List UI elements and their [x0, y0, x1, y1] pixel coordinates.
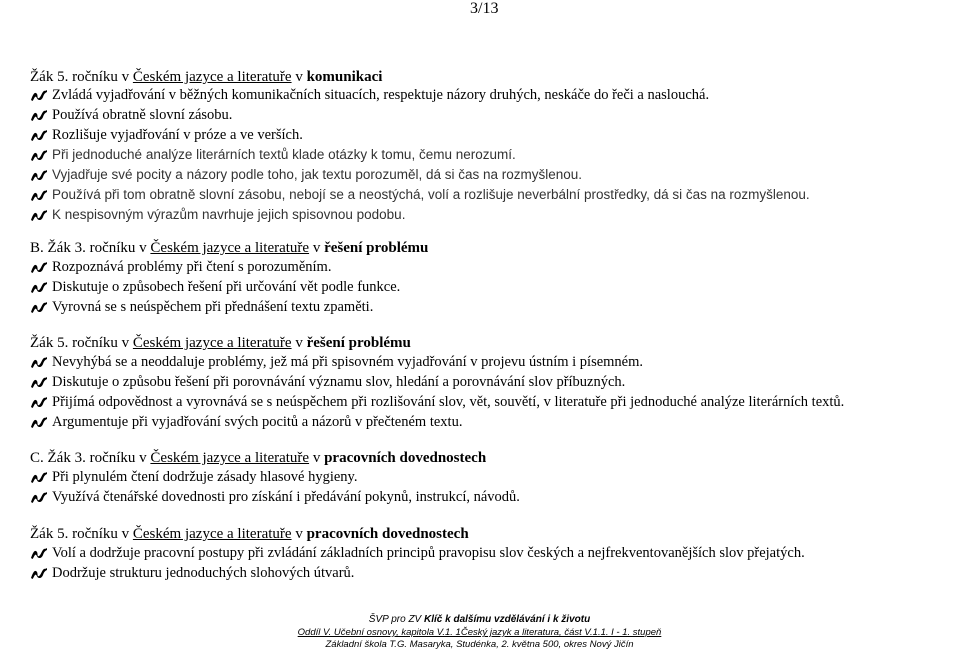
footer-line-3: Základní škola T.G. Masaryka, Studénka, 2. května 500, okres Nový Jičín — [325, 639, 634, 650]
heading-prefix: Žák 5. ročníku v — [30, 526, 133, 542]
pen-bullet-icon — [30, 148, 48, 162]
list-item: Diskutuje o způsobech řešení při určování vět podle funkce. — [52, 279, 401, 295]
pen-bullet-icon — [30, 280, 48, 294]
list-item: Při jednoduché analýze literárních textů klade otázky k tomu, čemu nerozumí. — [52, 147, 516, 162]
list-item: Rozpoznává problémy při čtení s porozuměním. — [52, 259, 332, 275]
list-item: Vyrovná se s neúspěchem při přednášení textu zpaměti. — [52, 299, 374, 315]
pen-bullet-icon — [30, 490, 48, 504]
heading-prefix: B. Žák 3. ročníku v — [30, 240, 151, 256]
section-heading-work-skills-5 — [30, 525, 469, 543]
section-heading-problem-solving-5 — [30, 334, 411, 352]
heading-topic: řešení problému — [324, 240, 429, 256]
page-number: 3/13 — [470, 0, 499, 17]
pen-bullet-icon — [30, 88, 48, 102]
heading-prefix: Žák 5. ročníku v — [30, 335, 133, 351]
heading-mid: v — [291, 526, 307, 542]
heading-subject: Českém jazyce a literatuře — [132, 335, 292, 351]
heading-subject: Českém jazyce a literatuře — [150, 240, 310, 256]
section-heading-problem-solving-3 — [30, 239, 428, 257]
section-heading-work-skills-3 — [30, 449, 486, 467]
pen-bullet-icon — [30, 470, 48, 484]
pen-bullet-icon — [30, 415, 48, 429]
list-item: Používá při tom obratně slovní zásobu, nebojí se a neostýchá, volí a rozlišuje neverbální prostředky, dá si čas na rozmyšlenou. — [52, 187, 810, 202]
heading-mid: v — [309, 450, 325, 466]
pen-bullet-icon — [30, 260, 48, 274]
pen-bullet-icon — [30, 168, 48, 182]
heading-mid: v — [291, 335, 307, 351]
pen-bullet-icon — [30, 108, 48, 122]
pen-bullet-icon — [30, 208, 48, 222]
footer-line-1 — [0, 614, 959, 625]
list-item: Diskutuje o způsobu řešení při porovnávání významu slov, hledání a porovnávání slov příbuzných. — [52, 374, 626, 390]
heading-prefix: Žák 5. ročníku v — [30, 69, 133, 85]
heading-subject: Českém jazyce a literatuře — [132, 69, 292, 85]
pen-bullet-icon — [30, 375, 48, 389]
heading-topic: řešení problému — [306, 335, 411, 351]
heading-subject: Českém jazyce a literatuře — [132, 526, 292, 542]
pen-bullet-icon — [30, 355, 48, 369]
heading-topic: komunikaci — [306, 69, 383, 85]
list-item: Při plynulém čtení dodržuje zásady hlasové hygieny. — [52, 469, 358, 485]
heading-topic: pracovních dovednostech — [306, 526, 469, 542]
heading-mid: v — [309, 240, 325, 256]
list-item: Argumentuje při vyjadřování svých pocitů a názorů v přečteném textu. — [52, 414, 463, 430]
list-item: Rozlišuje vyjadřování v próze a ve verších. — [52, 127, 303, 143]
section-heading-communication — [30, 68, 382, 86]
footer-program-name: Klíč k dalšímu vzdělávání i k životu — [424, 614, 591, 625]
pen-bullet-icon — [30, 546, 48, 560]
heading-prefix: C. Žák 3. ročníku v — [30, 450, 151, 466]
list-item: Přijímá odpovědnost a vyrovnává se s neúspěchem při rozlišování slov, vět, souvětí, v literatuře při jednoduché analýze literárních textů. — [52, 394, 845, 410]
list-item: Zvládá vyjadřování v běžných komunikačních situacích, respektuje názory druhých, neskáče do řeči a naslouchá. — [52, 87, 710, 103]
list-item: Volí a dodržuje pracovní postupy při zvládání základních principů pravopisu slov českých a nejfrekventovanějších slov přejatých. — [52, 545, 805, 561]
list-item: Nevyhýbá se a neoddaluje problémy, jež má při spisovném vyjadřování v projevu ústním i písemném. — [52, 354, 644, 370]
list-item: Dodržuje strukturu jednoduchých slohových útvarů. — [52, 565, 355, 581]
pen-bullet-icon — [30, 395, 48, 409]
pen-bullet-icon — [30, 128, 48, 142]
pen-bullet-icon — [30, 188, 48, 202]
list-item: Vyjadřuje své pocity a názory podle toho, jak textu porozuměl, dá si čas na rozmyšlenou. — [52, 167, 583, 182]
pen-bullet-icon — [30, 300, 48, 314]
heading-mid: v — [291, 69, 307, 85]
pen-bullet-icon — [30, 566, 48, 580]
footer-prefix: ŠVP pro ZV — [368, 614, 425, 625]
heading-topic: pracovních dovednostech — [324, 450, 487, 466]
footer-line-2: Oddíl V. Učební osnovy, kapitola V.1. 1Český jazyk a literatura, část V.1.1. I - 1. stupeň — [297, 627, 662, 638]
list-item: K nespisovným výrazům navrhuje jejich spisovnou podobu. — [52, 207, 406, 222]
list-item: Používá obratně slovní zásobu. — [52, 107, 233, 123]
heading-subject: Českém jazyce a literatuře — [150, 450, 310, 466]
list-item: Využívá čtenářské dovednosti pro získání i předávání pokynů, instrukcí, návodů. — [52, 489, 520, 505]
